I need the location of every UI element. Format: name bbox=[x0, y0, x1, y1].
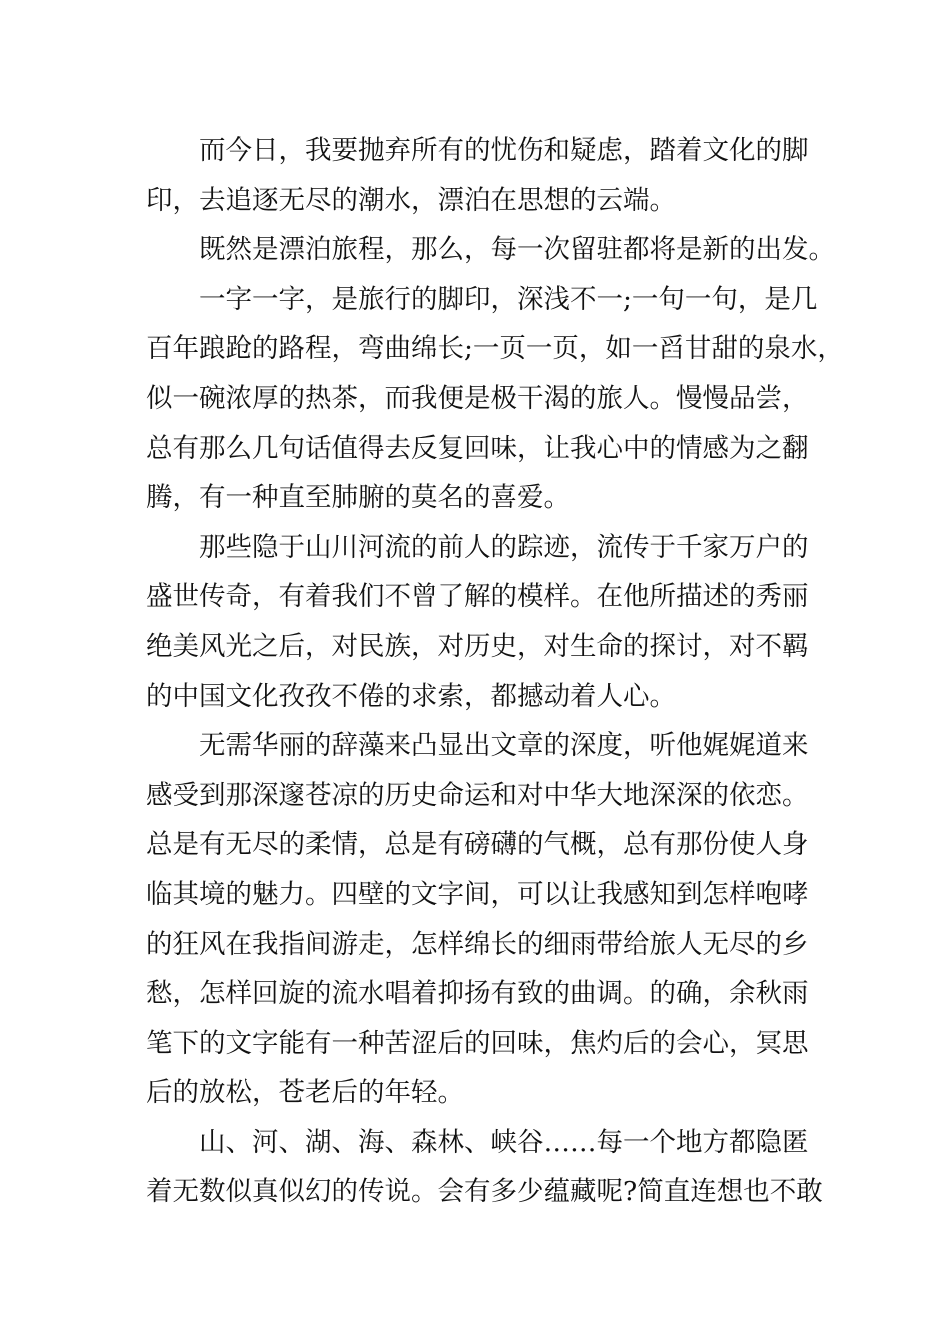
text-line: 着无数似真似幻的传说。会有多少蕴藏呢?简直连想也不敢 bbox=[146, 1176, 823, 1208]
text-line: 笔下的文字能有一种苦涩后的回味，焦灼后的会心，冥思 bbox=[146, 1027, 809, 1059]
text-line: 的中国文化孜孜不倦的求索，都撼动着人心。 bbox=[146, 680, 676, 712]
text-line: 后的放松，苍老后的年轻。 bbox=[146, 1077, 464, 1109]
text-line: 总有那么几句话值得去反复回味，让我心中的情感为之翻 bbox=[146, 432, 809, 464]
text-line: 似一碗浓厚的热茶，而我便是极干渴的旅人。慢慢品尝， bbox=[146, 382, 809, 414]
paragraph-1 bbox=[146, 126, 809, 225]
text-line: 而今日，我要抛弃所有的忧伤和疑虑，踏着文化的脚 bbox=[199, 135, 809, 166]
text-line: 印，去追逐无尽的潮水，漂泊在思想的云端。 bbox=[146, 184, 676, 216]
document-body bbox=[146, 126, 844, 1217]
text-line: 百年踉跄的路程，弯曲绵长;一页一页，如一舀甘甜的泉水， bbox=[146, 333, 844, 365]
paragraph-6 bbox=[146, 1118, 823, 1217]
text-line: 临其境的魅力。四壁的文字间，可以让我感知到怎样咆哮 bbox=[146, 878, 809, 910]
paragraph-5 bbox=[146, 721, 809, 1118]
paragraph-3 bbox=[146, 275, 844, 523]
paragraph-2 bbox=[146, 225, 835, 275]
text-line: 的狂风在我指间游走，怎样绵长的细雨带给旅人无尽的乡 bbox=[146, 928, 809, 960]
text-line: 那些隐于山川河流的前人的踪迹，流传于千家万户的 bbox=[199, 531, 809, 563]
text-line: 腾，有一种直至肺腑的莫名的喜爱。 bbox=[146, 482, 570, 514]
text-line: 既然是漂泊旅程，那么，每一次留驻都将是新的出发。 bbox=[199, 234, 835, 266]
text-line: 山、河、湖、海、森林、峡谷……每一个地方都隐匿 bbox=[199, 1126, 809, 1158]
text-line: 无需华丽的辞藻来凸显出文章的深度，听他娓娓道来 bbox=[199, 730, 809, 762]
text-line: 盛世传奇，有着我们不曾了解的模样。在他所描述的秀丽 bbox=[146, 581, 809, 613]
text-line: 绝美风光之后，对民族，对历史，对生命的探讨，对不羁 bbox=[146, 630, 809, 662]
text-line: 感受到那深邃苍凉的历史命运和对中华大地深深的依恋。 bbox=[146, 779, 809, 811]
text-line: 愁，怎样回旋的流水唱着抑扬有致的曲调。的确，余秋雨 bbox=[146, 978, 809, 1010]
text-line: 总是有无尽的柔情，总是有磅礴的气概，总有那份使人身 bbox=[146, 829, 809, 861]
paragraph-4 bbox=[146, 523, 809, 721]
text-line: 一字一字，是旅行的脚印，深浅不一;一句一句，是几 bbox=[199, 283, 818, 315]
